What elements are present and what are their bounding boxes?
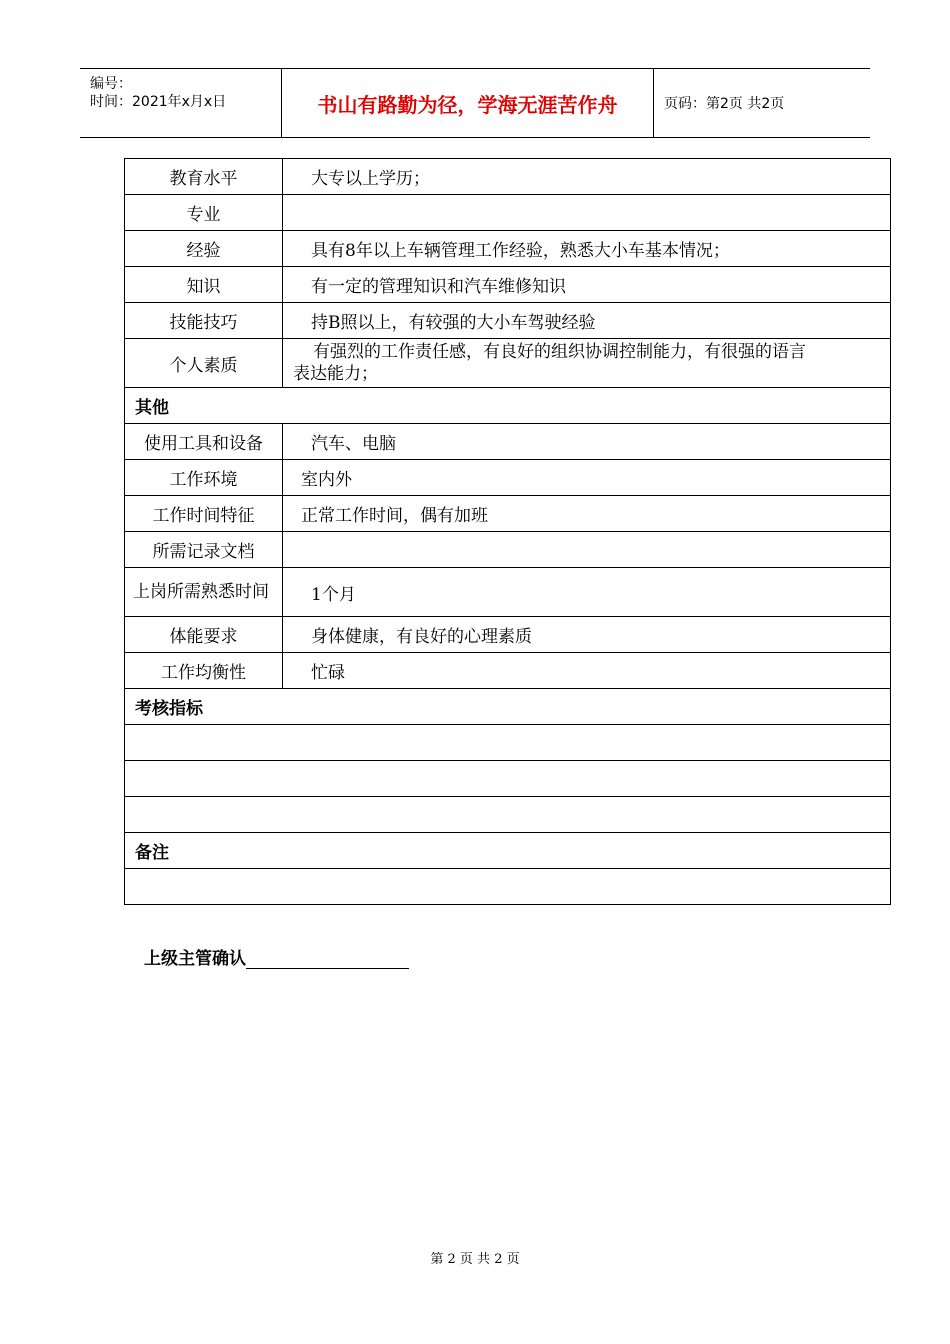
table-row	[125, 617, 891, 653]
table-row	[125, 303, 891, 339]
signature-label: 上级主管确认	[144, 949, 246, 969]
blank-cell	[125, 761, 891, 797]
header-motto: 书山有路勤为径，学海无涯苦作舟	[282, 69, 654, 137]
blank-row	[125, 869, 891, 905]
signature-blank[interactable]	[246, 950, 409, 969]
row-label: 使用工具和设备	[125, 424, 283, 460]
section-row-kpi	[125, 689, 891, 725]
value-line-1: 有强烈的工作责任感，有良好的组织协调控制能力，有很强的语言	[313, 342, 806, 362]
row-value: 汽车、电脑	[283, 424, 891, 460]
header-meta	[80, 69, 282, 137]
section-title-other: 其他	[125, 388, 891, 424]
date-label: 时间：2021年x月x日	[90, 94, 227, 110]
row-value: 正常工作时间，偶有加班	[283, 496, 891, 532]
row-label: 经验	[125, 231, 283, 267]
blank-row	[125, 797, 891, 833]
table-row	[125, 267, 891, 303]
row-label: 工作时间特征	[125, 496, 283, 532]
section-row-notes	[125, 833, 891, 869]
row-value: 有一定的管理知识和汽车维修知识	[283, 267, 891, 303]
row-label: 个人素质	[125, 339, 283, 388]
section-title-kpi: 考核指标	[125, 689, 891, 725]
number-label: 编号：	[90, 76, 132, 92]
row-value: 具有8年以上车辆管理工作经验，熟悉大小车基本情况；	[283, 231, 891, 267]
table-row	[125, 159, 891, 195]
row-value: 室内外	[283, 460, 891, 496]
table-row	[125, 460, 891, 496]
table-row	[125, 231, 891, 267]
blank-row	[125, 761, 891, 797]
row-value: 大专以上学历；	[283, 159, 891, 195]
row-label: 工作环境	[125, 460, 283, 496]
blank-cell	[125, 725, 891, 761]
table-row	[125, 339, 891, 388]
blank-cell	[125, 869, 891, 905]
row-value: 身体健康，有良好的心理素质	[283, 617, 891, 653]
row-label: 所需记录文档	[125, 532, 283, 568]
table-row	[125, 653, 891, 689]
row-label: 专业	[125, 195, 283, 231]
row-label: 技能技巧	[125, 303, 283, 339]
table-row	[125, 496, 891, 532]
table-row	[125, 424, 891, 460]
row-label: 工作均衡性	[125, 653, 283, 689]
table-row	[125, 568, 891, 617]
section-title-notes: 备注	[125, 833, 891, 869]
row-value	[283, 532, 891, 568]
row-label: 教育水平	[125, 159, 283, 195]
job-description-table	[124, 158, 891, 905]
section-row-other	[125, 388, 891, 424]
header-page-info: 页码：第2页 共2页	[664, 96, 785, 112]
blank-row	[125, 725, 891, 761]
row-label: 体能要求	[125, 617, 283, 653]
blank-cell	[125, 797, 891, 833]
row-value-multiline	[283, 339, 891, 388]
row-label: 上岗所需熟悉时间	[125, 568, 283, 617]
page-header	[80, 68, 870, 138]
row-label: 知识	[125, 267, 283, 303]
row-value: 1个月	[283, 568, 891, 617]
value-line-2: 表达能力；	[293, 364, 378, 384]
row-value: 忙碌	[283, 653, 891, 689]
page-footer: 第 2 页 共 2 页	[430, 1252, 520, 1267]
table-row	[125, 532, 891, 568]
table-row	[125, 195, 891, 231]
row-value	[283, 195, 891, 231]
signature-line	[144, 944, 409, 969]
row-value: 持B照以上，有较强的大小车驾驶经验	[283, 303, 891, 339]
